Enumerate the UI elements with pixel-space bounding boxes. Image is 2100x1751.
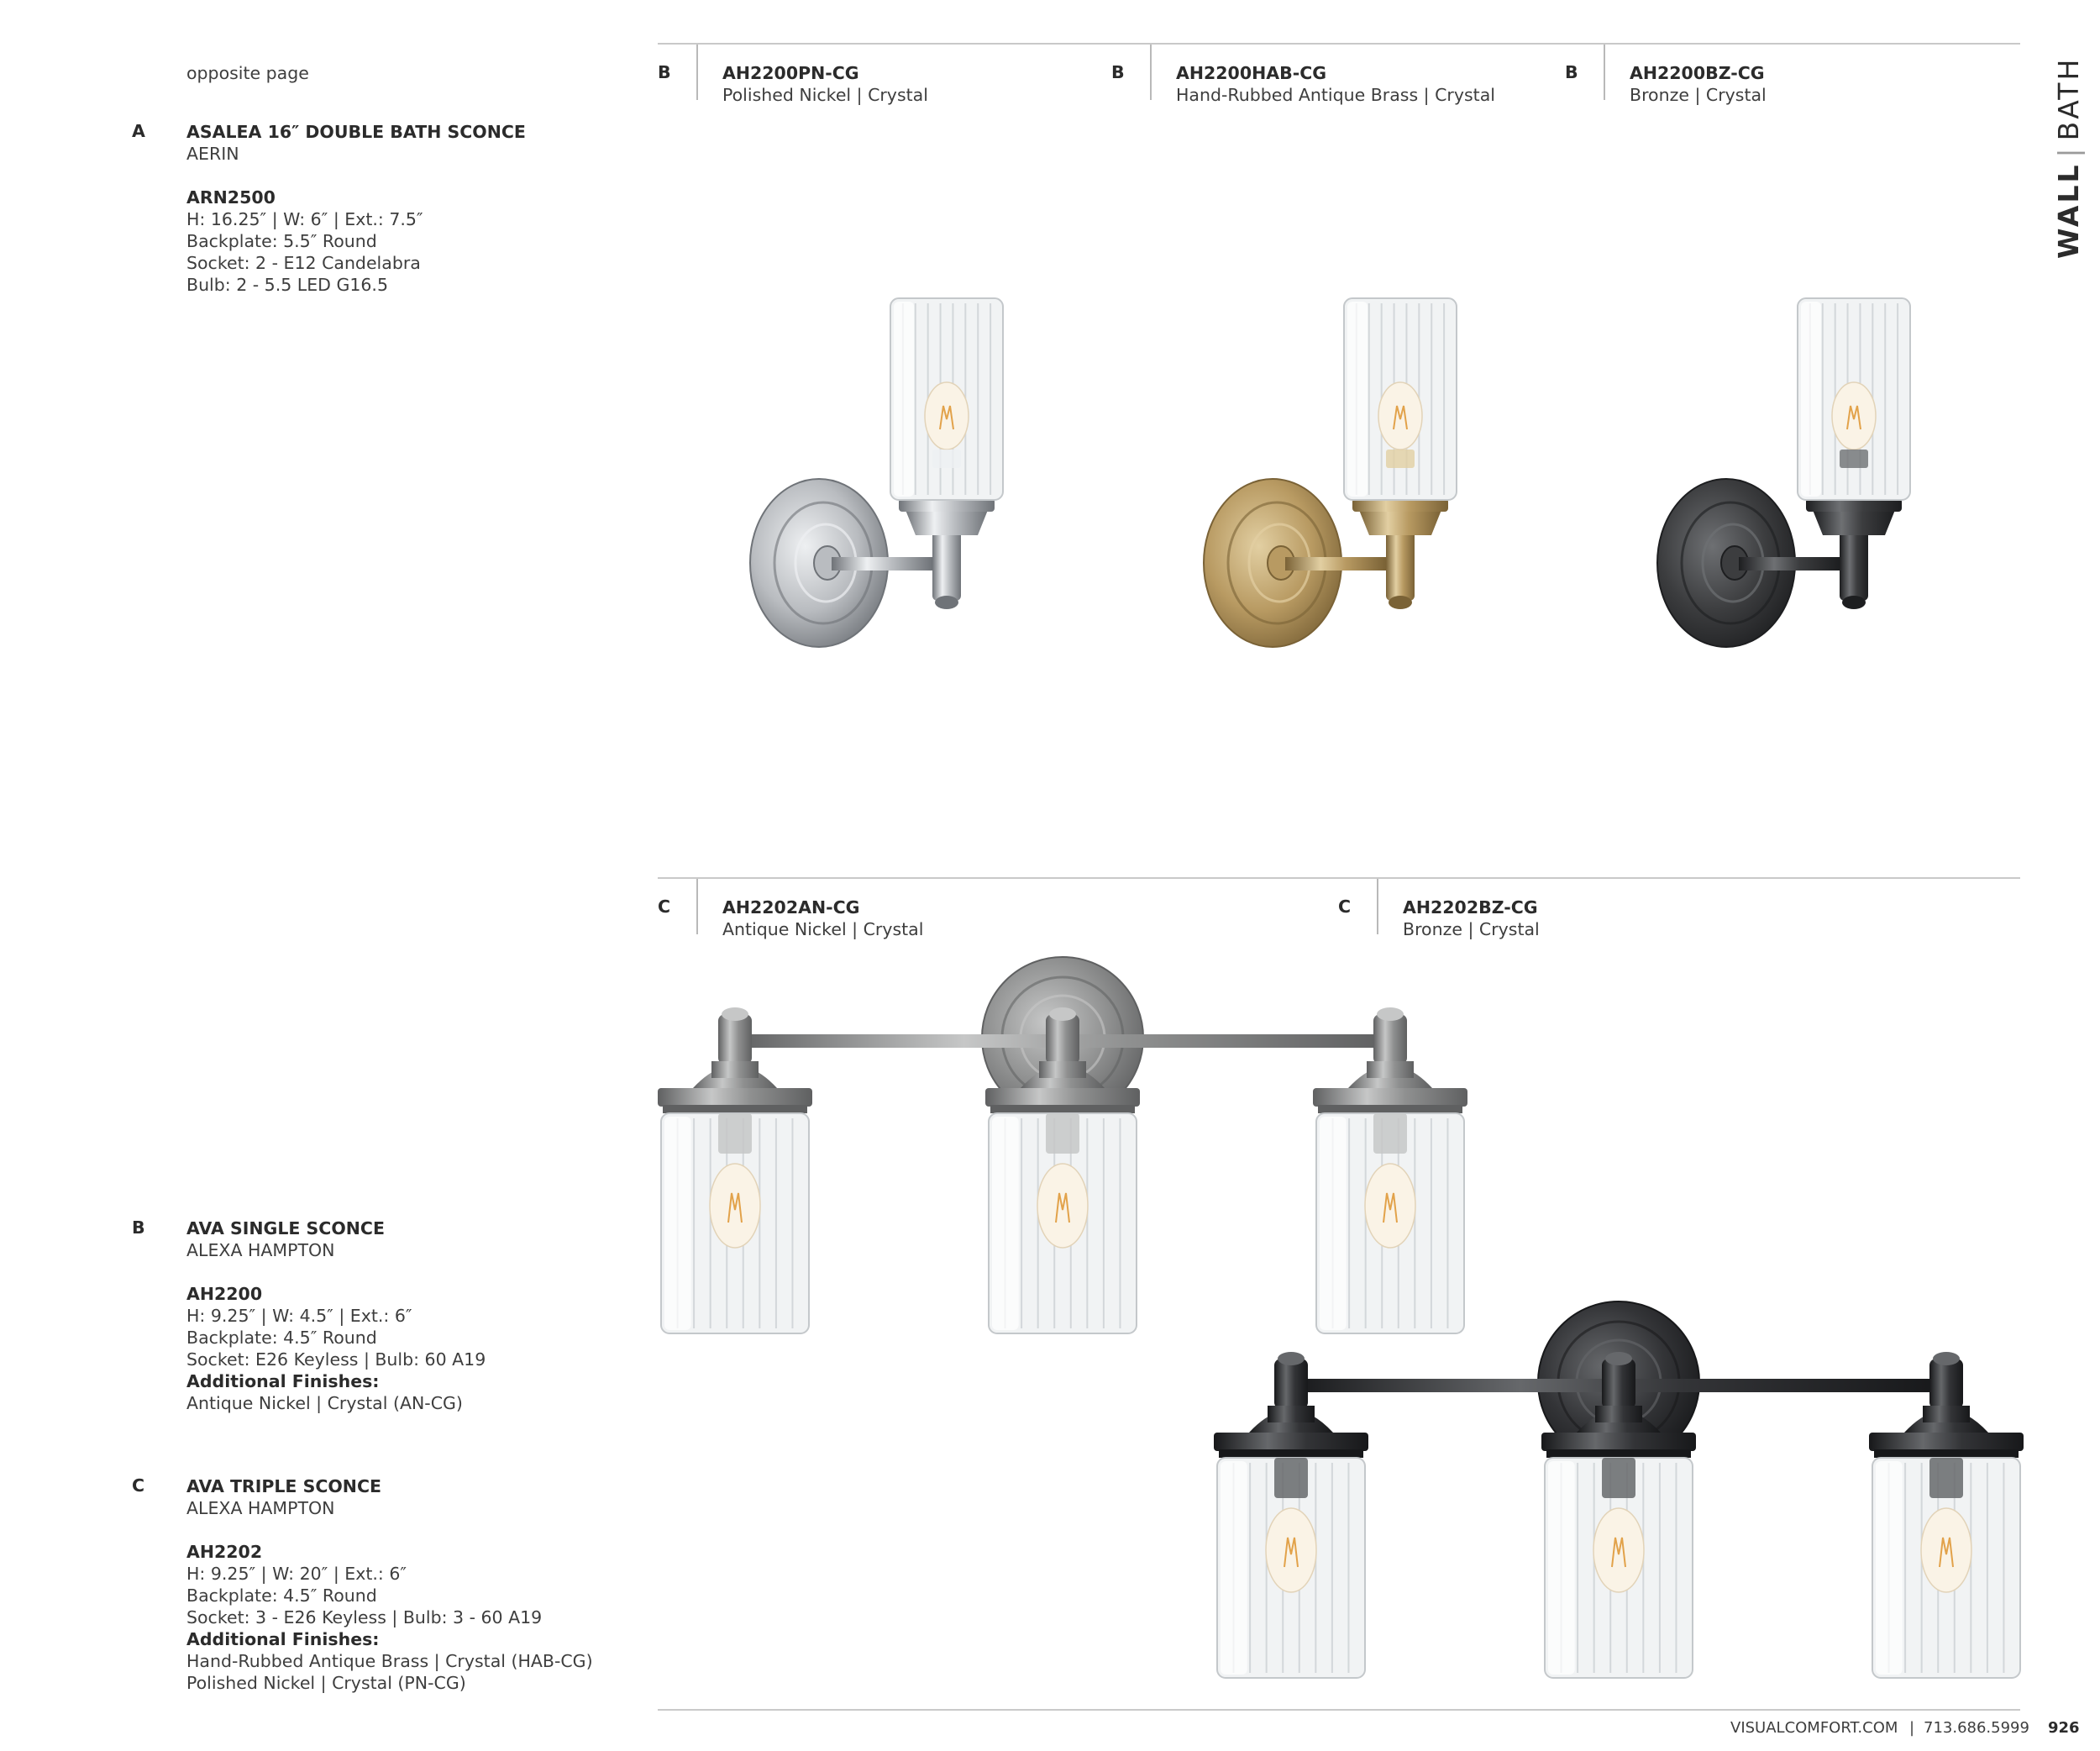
- variant-sku: AH2200HAB-CG: [1176, 63, 1327, 83]
- bulb: [1378, 382, 1422, 450]
- product-sku: AH2202: [186, 1542, 263, 1562]
- additional-finishes-label: Additional Finishes:: [186, 1371, 380, 1391]
- variant-finish: Bronze | Crystal: [1630, 85, 1767, 105]
- variant-divider: [696, 879, 698, 934]
- additional-finishes-label: Additional Finishes:: [186, 1629, 380, 1649]
- spec-line: Bulb: 2 - 5.5 LED G16.5: [186, 275, 388, 295]
- variant-divider: [1150, 45, 1152, 100]
- product-designer: ALEXA HAMPTON: [186, 1498, 335, 1518]
- sconce-image-polished-nickel: [748, 290, 1033, 676]
- variant-finish: Hand-Rubbed Antique Brass | Crystal: [1176, 85, 1495, 105]
- spec-line: H: 16.25″ | W: 6″ | Ext.: 7.5″: [186, 209, 423, 229]
- light-unit: [1313, 1007, 1467, 1113]
- bulb: [1037, 1164, 1088, 1248]
- variant-sku: AH2202AN-CG: [722, 897, 860, 918]
- cup: [1359, 510, 1441, 535]
- variant-letter: B: [658, 62, 671, 82]
- variant-label: [1403, 897, 1540, 940]
- arm: [832, 557, 932, 571]
- product-c-block: [186, 1475, 593, 1694]
- footer-separator: |: [1909, 1719, 1915, 1737]
- section-secondary: BATH: [2052, 56, 2085, 141]
- bulb: [1832, 382, 1876, 450]
- top-row-rule: [658, 43, 2020, 45]
- variant-divider: [1377, 879, 1378, 934]
- light-unit: [658, 1007, 812, 1113]
- arm: [1739, 557, 1840, 571]
- stem: [1386, 525, 1415, 601]
- sconce-image-bronze: [1655, 290, 1940, 676]
- variant-divider: [696, 45, 698, 100]
- spec-line: Backplate: 4.5″ Round: [186, 1328, 377, 1348]
- section-primary: WALL: [2052, 162, 2085, 259]
- variant-letter: C: [658, 897, 671, 917]
- section-separator: |: [2052, 145, 2085, 158]
- bottom-row-rule: [658, 877, 2020, 879]
- section-tab-label: [2052, 56, 2085, 259]
- product-designer: ALEXA HAMPTON: [186, 1240, 335, 1260]
- triple-sconce-image-antique-nickel: [659, 962, 1466, 1336]
- product-designer: AERIN: [186, 144, 239, 164]
- variant-letter: B: [1565, 62, 1578, 82]
- bulb: [1921, 1508, 1971, 1592]
- variant-sku: AH2200PN-CG: [722, 63, 859, 83]
- footer-site: VISUALCOMFORT.COM: [1730, 1719, 1898, 1737]
- bulb: [710, 1164, 760, 1248]
- product-a-block: [186, 121, 526, 296]
- variant-letter: B: [1111, 62, 1125, 82]
- variant-sku: AH2200BZ-CG: [1630, 63, 1765, 83]
- stem: [1840, 525, 1868, 601]
- product-name: ASALEA 16″ DOUBLE BATH SCONCE: [186, 122, 526, 142]
- light-unit: [1869, 1352, 2024, 1458]
- opposite-page-note: opposite page: [186, 63, 309, 83]
- variant-label: [1630, 62, 1767, 106]
- product-b-block: [186, 1217, 486, 1414]
- variant-label: [722, 62, 928, 106]
- triple-sconce-image-bronze: [1215, 1307, 2022, 1680]
- product-letter-a: A: [132, 121, 145, 141]
- bulb: [1365, 1164, 1415, 1248]
- spec-line: H: 9.25″ | W: 4.5″ | Ext.: 6″: [186, 1306, 412, 1326]
- footer-phone: 713.686.5999: [1924, 1719, 2029, 1737]
- bulb: [1266, 1508, 1316, 1592]
- bulb: [925, 382, 969, 450]
- product-letter-c: C: [132, 1475, 145, 1496]
- variant-divider: [1604, 45, 1605, 100]
- page-number: 926: [2048, 1719, 2080, 1737]
- product-letter-b: B: [132, 1217, 145, 1238]
- cup: [1813, 510, 1895, 535]
- arm: [1285, 557, 1386, 571]
- spec-line: H: 9.25″ | W: 20″ | Ext.: 6″: [186, 1564, 407, 1584]
- spec-line: Socket: 2 - E12 Candelabra: [186, 253, 421, 273]
- variant-finish: Bronze | Crystal: [1403, 919, 1540, 939]
- variant-finish: Polished Nickel | Crystal: [722, 85, 928, 105]
- sconce-image-antique-brass: [1201, 290, 1487, 676]
- cup: [906, 510, 988, 535]
- product-sku: ARN2500: [186, 187, 276, 208]
- variant-finish: Antique Nickel | Crystal: [722, 919, 924, 939]
- light-unit: [1214, 1352, 1368, 1458]
- spec-line: Backplate: 4.5″ Round: [186, 1585, 377, 1606]
- variant-letter: C: [1338, 897, 1352, 917]
- variant-label: [1176, 62, 1495, 106]
- additional-finish: Hand-Rubbed Antique Brass | Crystal (HAB-CG): [186, 1651, 593, 1671]
- additional-finish: Antique Nickel | Crystal (AN-CG): [186, 1393, 463, 1413]
- stem: [932, 525, 961, 601]
- additional-finish: Polished Nickel | Crystal (PN-CG): [186, 1673, 466, 1693]
- footer-rule: [658, 1709, 2020, 1711]
- section-tab: [2052, 56, 2086, 259]
- variant-sku: AH2202BZ-CG: [1403, 897, 1538, 918]
- bulb: [1593, 1508, 1644, 1592]
- spec-line: Backplate: 5.5″ Round: [186, 231, 377, 251]
- product-name: AVA SINGLE SCONCE: [186, 1218, 385, 1238]
- product-sku: AH2200: [186, 1284, 263, 1304]
- variant-label: [722, 897, 923, 940]
- spec-line: Socket: 3 - E26 Keyless | Bulb: 3 - 60 A19: [186, 1607, 543, 1627]
- product-name: AVA TRIPLE SCONCE: [186, 1476, 382, 1496]
- spec-line: Socket: E26 Keyless | Bulb: 60 A19: [186, 1349, 486, 1370]
